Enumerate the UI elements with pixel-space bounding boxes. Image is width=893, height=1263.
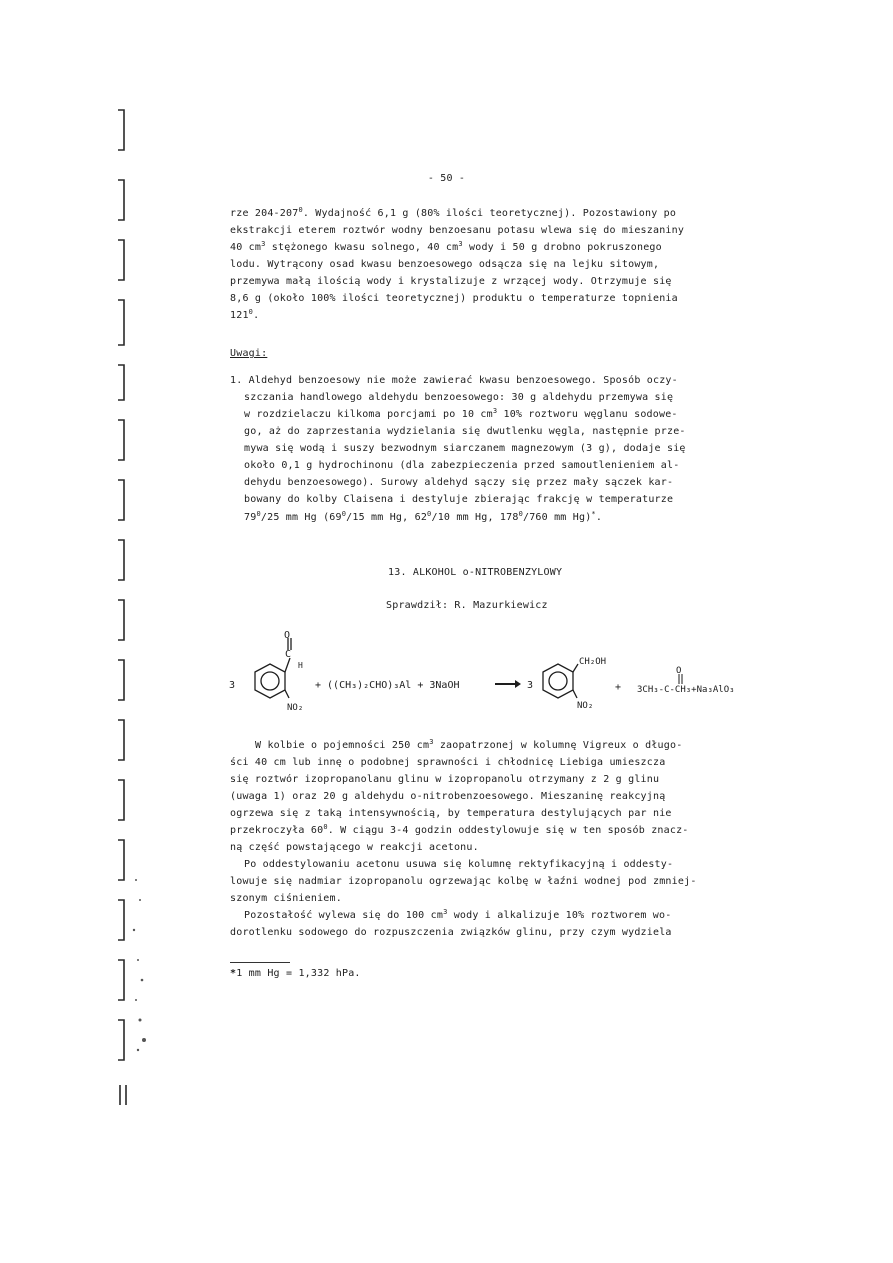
note-line: bowany do kolby Claisena i destyluje zbierając frakcję w temperaturze <box>244 494 674 505</box>
notes-heading: Uwagi: <box>230 348 268 359</box>
nitro-left: NO₂ <box>287 703 304 713</box>
text-line: lodu. Wytrącony osad kwasu benzoesowego odsącza się na lejku sitowym, <box>230 259 660 270</box>
footnote-rule <box>230 962 290 963</box>
reaction-equation <box>225 628 785 718</box>
text-line: $121^0$. <box>230 308 260 321</box>
aldehyde-oxygen: O <box>284 630 291 641</box>
body-line: przekroczyła $60^0$. W ciągu 3-4 godzin oddestylowuje się w ten sposób znacz- <box>230 823 689 836</box>
text-line: ekstrakcji eterem roztwór wodny benzoesanu potasu wlewa się do mieszaniny <box>230 225 685 236</box>
aldehyde-hydrogen: H <box>298 661 303 670</box>
page-number: - 50 - <box>427 173 466 184</box>
section-title: 13. ALKOHOL o-NITROBENZYLOWY <box>388 567 563 578</box>
plus-sign: + <box>615 682 622 693</box>
note-line: około 0,1 g hydrochinonu (dla zabezpieczenia przed samoutlenieniem al- <box>244 460 680 471</box>
text-line: rze $204-207^0$. Wydajność 6,1 g (80% ilości teoretycznej). Pozostawiony po <box>230 206 677 219</box>
binding-holes <box>108 100 148 1110</box>
body-line: ogrzewa się z taką intensywnością, by temperatura destylujących par nie <box>230 808 672 819</box>
note-line: mywa się wodą i suszy bezwodnym siarczanem magnezowym (3 g), dodaje się <box>244 443 686 454</box>
body-line: Pozostałość wylewa się do 100 $cm^3$ wody i alkalizuje 10% roztworem wo- <box>244 908 672 921</box>
text-line: 8,6 g (około 100% ilości teoretycznej) produktu o temperaturze topnienia <box>230 293 678 304</box>
body-line: lowuje się nadmiar izopropanolu ogrzewając kolbę w łaźni wodnej pod zmniej- <box>230 876 697 887</box>
body-line: dorotlenku sodowego do rozpuszczenia związków glinu, przy czym wydziela <box>230 927 672 938</box>
body-line: (uwaga 1) oraz 20 g aldehydu o-nitrobenzoesowego. Mieszaninę reakcyjną <box>230 791 666 802</box>
note-line: $79^0/25$ mm Hg ($69^0/15$ mm Hg, $62^0/10$ mm Hg, $178^0/760$ mm Hg)*. <box>244 510 603 523</box>
footnote: *1 mm Hg = 1,332 hPa. <box>230 968 361 979</box>
reagents: + ((CH₃)₂CHO)₃Al + 3NaOH <box>315 680 460 691</box>
body-line: Po oddestylowaniu acetonu usuwa się kolumnę rektyfikacyjną i oddesty- <box>244 859 674 870</box>
nitro-right: NO₂ <box>577 701 594 711</box>
body-line: W kolbie o pojemności 250 $cm^3$ zaopatrzonej w kolumnę Vigreux o długo- <box>255 738 683 751</box>
coef-right: 3 <box>527 680 534 691</box>
note-line: dehydu benzoesowego). Surowy aldehyd sączy się przez mały sączek kar- <box>244 477 674 488</box>
byproducts: 3CH₃-C-CH₃+Na₃AlO₃ <box>637 685 735 695</box>
benzene-ring-left <box>255 638 291 698</box>
ch2oh-group: CH₂OH <box>579 657 607 667</box>
checked-by: Sprawdził: R. Mazurkiewicz <box>386 600 548 611</box>
note-line: go, aż do zaprzestania wydzielania się dwutlenku węgla, następnie prze- <box>244 426 686 437</box>
body-line: ści 40 cm lub innę o podobnej sprawności i chłodnicę Liebiga umieszcza <box>230 757 666 768</box>
acetone-oxygen: O <box>676 666 682 676</box>
text-line: 40 $cm^3$ stężonego kwasu solnego, 40 $cm^3$ wody i 50 g drobno pokruszonego <box>230 240 662 253</box>
benzene-ring-right <box>543 664 578 698</box>
body-line: szonym ciśnieniem. <box>230 893 342 904</box>
body-line: się roztwór izopropanolanu glinu w izopropanolu otrzymany z 2 g glinu <box>230 774 660 785</box>
note-line: 1. Aldehyd benzoesowy nie może zawierać kwasu benzoesowego. Sposób oczy- <box>230 375 678 386</box>
reaction-arrow <box>495 680 521 688</box>
aldehyde-carbon: C <box>285 649 292 660</box>
coef-left: 3 <box>229 680 236 691</box>
text-line: przemywa małą ilością wody i krystalizuje z wrzącej wody. Otrzymuje się <box>230 276 672 287</box>
note-line: szczania handlowego aldehydu benzoesowego: 30 g aldehydu przemywa się <box>244 392 674 403</box>
note-line: w rozdzielaczu kilkoma porcjami po 10 $cm^3$ 10% roztworu węglanu sodowe- <box>244 407 678 420</box>
body-line: ną część powstającego w reakcji acetonu. <box>230 842 479 853</box>
